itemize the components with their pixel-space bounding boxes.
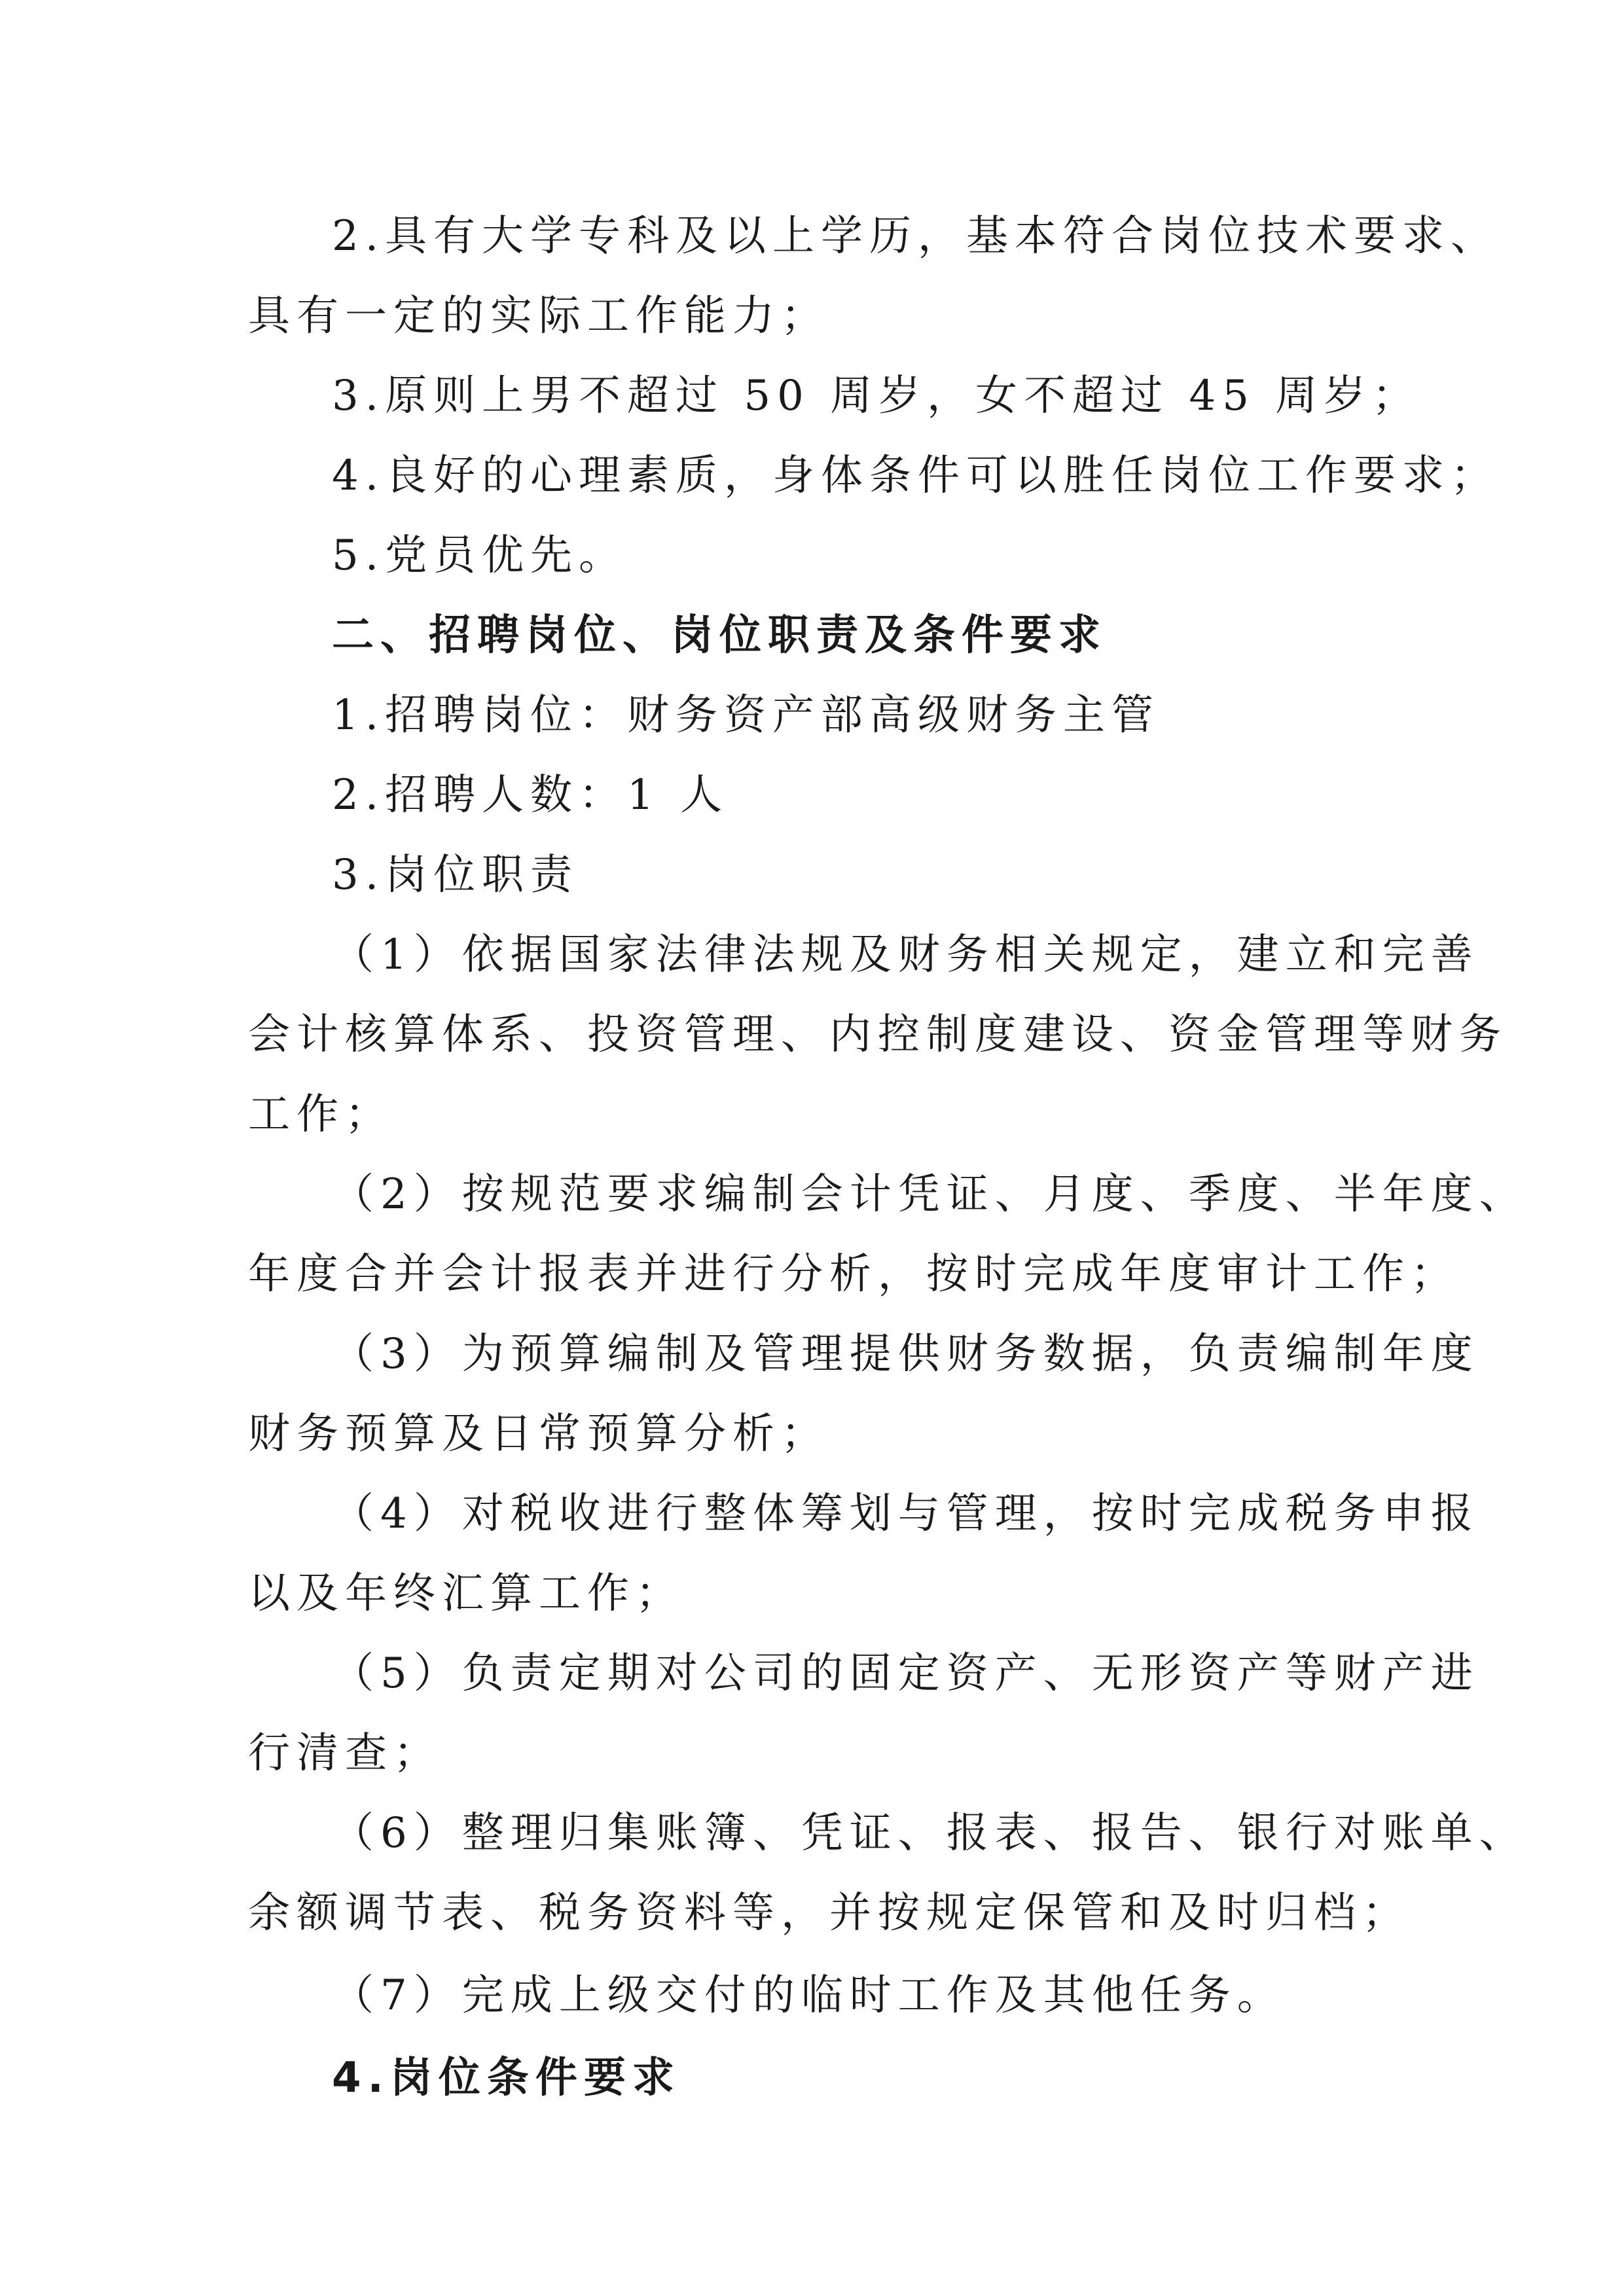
duty-7: （7）完成上级交付的临时工作及其他任务。 bbox=[332, 1971, 1286, 2020]
duty-4-cont: 以及年终汇算工作； bbox=[248, 1570, 684, 1618]
requirement-line-2-cont: 具有一定的实际工作能力； bbox=[248, 292, 829, 340]
requirement-line-4: 4.良好的心理素质，身体条件可以胜任岗位工作要求； bbox=[332, 452, 1500, 500]
position-title: 1.招聘岗位：财务资产部高级财务主管 bbox=[332, 691, 1161, 740]
duties-heading: 3.岗位职责 bbox=[332, 851, 579, 899]
duty-5-cont: 行清查； bbox=[248, 1729, 442, 1778]
duty-1-cont: 会计核算体系、投资管理、内控制度建设、资金管理等财务 bbox=[248, 1011, 1507, 1059]
duty-3: （3）为预算编制及管理提供财务数据，负责编制年度 bbox=[332, 1330, 1479, 1378]
requirement-line-3: 3.原则上男不超过 50 周岁，女不超过 45 周岁； bbox=[332, 372, 1421, 420]
duty-2: （2）按规范要求编制会计凭证、月度、季度、半年度、 bbox=[332, 1170, 1528, 1219]
position-headcount: 2.招聘人数：1 人 bbox=[332, 771, 729, 819]
section-heading-2: 二、招聘岗位、岗位职责及条件要求 bbox=[332, 611, 1107, 660]
duty-5: （5）负责定期对公司的固定资产、无形资产等财产进 bbox=[332, 1649, 1479, 1698]
duty-1: （1）依据国家法律法规及财务相关规定，建立和完善 bbox=[332, 931, 1479, 979]
duty-1-cont-2: 工作； bbox=[248, 1090, 393, 1139]
duty-6: （6）整理归集账簿、凭证、报表、报告、银行对账单、 bbox=[332, 1809, 1528, 1857]
document-body bbox=[248, 196, 1528, 2118]
duty-4: （4）对税收进行整体筹划与管理，按时完成税务申报 bbox=[332, 1490, 1479, 1538]
duty-2-cont: 年度合并会计报表并进行分析，按时完成年度审计工作； bbox=[248, 1250, 1459, 1299]
duty-6-cont: 余额调节表、税务资料等，并按规定保管和及时归档； bbox=[248, 1889, 1411, 1937]
requirement-line-2: 2.具有大学专科及以上学历，基本符合岗位技术要求、 bbox=[332, 212, 1500, 260]
requirement-line-5: 5.党员优先。 bbox=[332, 531, 628, 580]
duty-3-cont: 财务预算及日常预算分析； bbox=[248, 1410, 829, 1458]
conditions-heading: 4.岗位条件要求 bbox=[332, 2054, 681, 2102]
